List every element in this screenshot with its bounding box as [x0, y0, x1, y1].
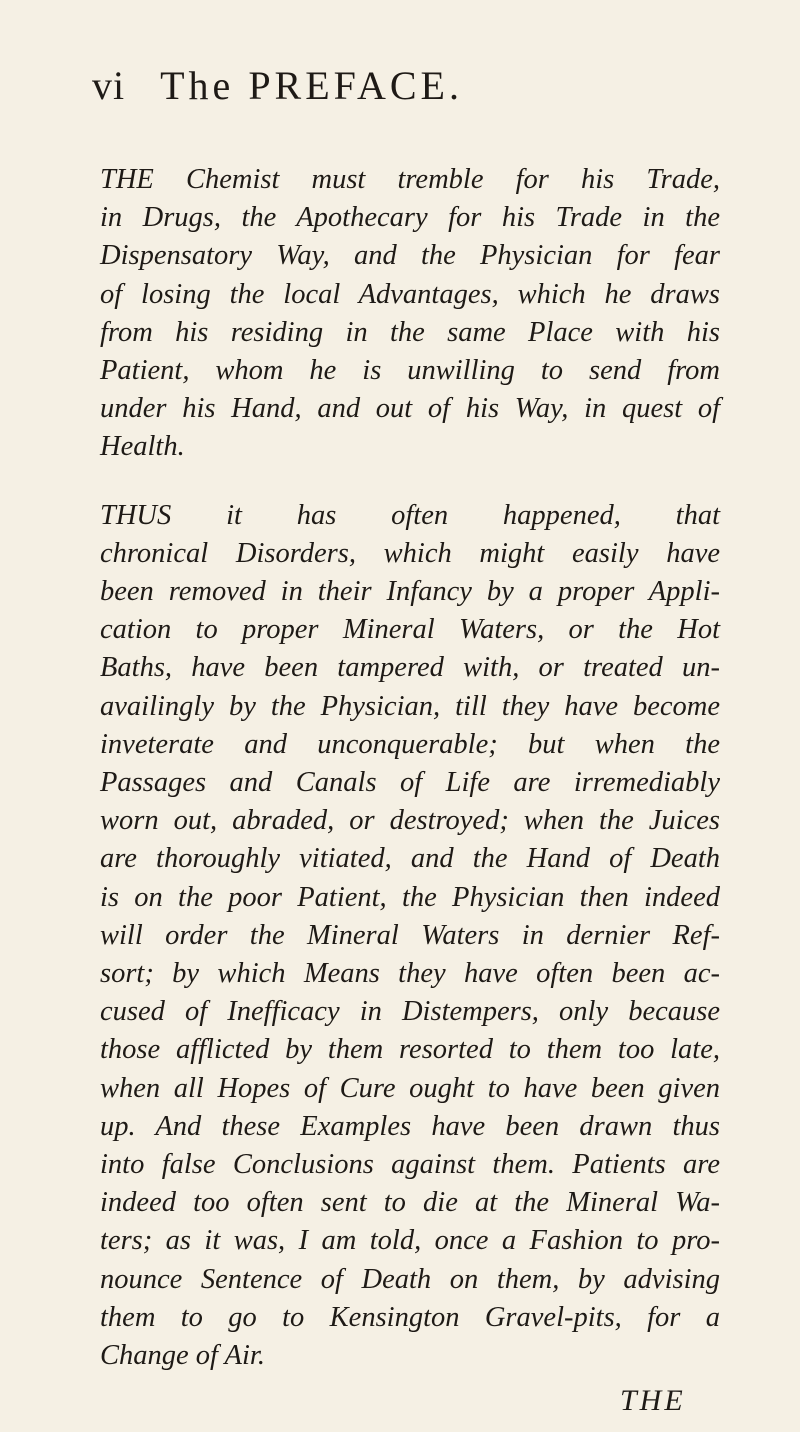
text-line: indeed too often sent to die at the Mineral Wa-	[100, 1187, 720, 1219]
text-line: them to go to Kensington Gravel-pits, for a	[100, 1301, 720, 1333]
text-line: cation to proper Mineral Waters, or the Hot	[100, 614, 720, 646]
text-line: Change of Air.	[100, 1340, 265, 1371]
text-line: is on the poor Patient, the Physician then indeed	[100, 881, 720, 913]
text-line: availingly by the Physician, till they have become	[100, 690, 720, 722]
text-line: inveterate and unconquerable; but when the	[100, 728, 720, 760]
text-line: Dispensatory Way, and the Physician for fear	[100, 240, 720, 272]
text-line: sort; by which Means they have often been ac-	[100, 958, 720, 989]
text-line: chronical Disorders, which might easily have	[100, 537, 720, 569]
text-line: those afflicted by them resorted to them too late,	[100, 1034, 720, 1066]
text-line: of losing the local Advantages, which he draws	[100, 278, 720, 310]
text-line: when all Hopes of Cure ought to have been given	[100, 1072, 720, 1104]
text-line: Patient, whom he is unwilling to send from	[100, 355, 720, 386]
page-header	[92, 62, 463, 109]
text-line: will order the Mineral Waters in dernier Ref-	[100, 919, 720, 951]
text-line: ters; as it was, I am told, once a Fashion to pro-	[100, 1225, 720, 1257]
text-line: are thoroughly vitiated, and the Hand of Death	[100, 843, 720, 875]
text-line: Baths, have been tampered with, or treated un-	[100, 652, 720, 684]
running-title: The PREFACE.	[160, 63, 463, 108]
text-line: worn out, abraded, or destroyed; when the Juices	[100, 805, 720, 837]
text-line: up. And these Examples have been drawn thus	[100, 1110, 720, 1142]
text-line: into false Conclusions against them. Patients are	[100, 1149, 720, 1180]
catchword: THE	[620, 1384, 686, 1418]
text-line: Health.	[100, 431, 185, 463]
text-line: in Drugs, the Apothecary for his Trade in the	[100, 202, 720, 234]
text-line: THE Chemist must tremble for his Trade,	[100, 164, 720, 195]
text-line: Passages and Canals of Life are irremediably	[100, 767, 720, 798]
text-line: from his residing in the same Place with his	[100, 316, 720, 348]
text-line: under his Hand, and out of his Way, in quest of	[100, 393, 720, 425]
page-number: vi	[92, 63, 126, 108]
text-line: THUS it has often happened, that	[100, 499, 720, 531]
text-line: nounce Sentence of Death on them, by advising	[100, 1263, 720, 1295]
text-line: cused of Inefficacy in Distempers, only because	[100, 996, 720, 1028]
text-line: been removed in their Infancy by a proper Appli-	[100, 576, 720, 607]
